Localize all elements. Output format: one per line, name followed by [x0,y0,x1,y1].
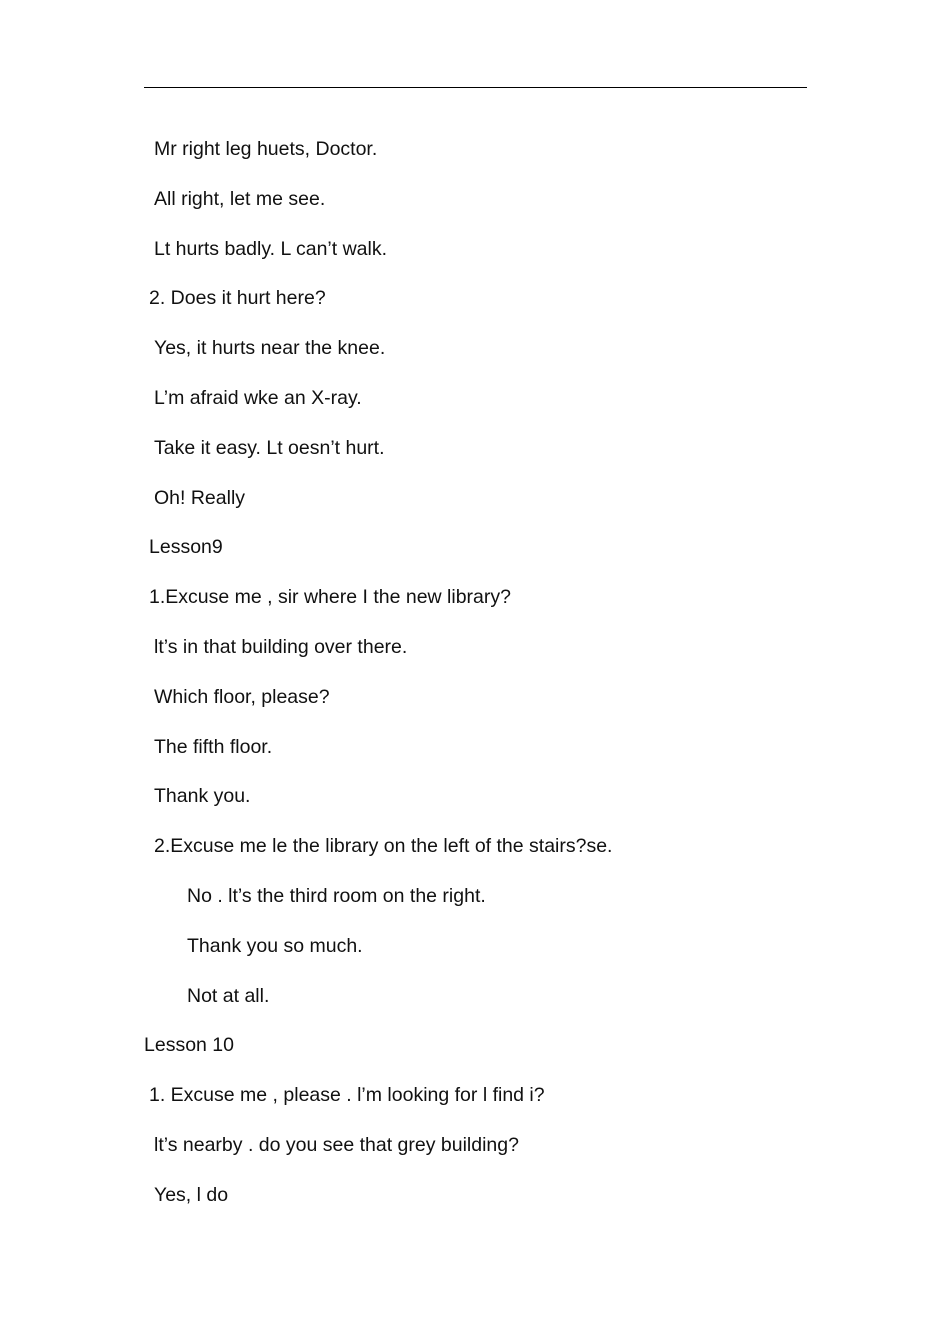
line-text: Lt hurts badly. L can’t walk. [154,237,388,260]
text-line [0,784,950,834]
text-line [0,237,950,287]
text-line [0,187,950,237]
line-text: lt’s in that building over there. [154,635,408,658]
text-line [0,336,950,386]
text-line [0,834,950,884]
text-line [0,635,950,685]
text-line [0,436,950,486]
line-text: Mr right leg huets, Doctor. [154,138,378,160]
line-text: lt’s nearby . do you see that grey building? [154,1133,519,1156]
text-line [0,984,950,1034]
line-text: Take it easy. Lt oesn’t hurt. [154,436,385,459]
line-text: 1. Excuse me , please . l’m looking for l find i? [149,1084,545,1107]
lesson-heading-text: Lesson 10 [144,1034,234,1057]
line-text: All right, let me see. [154,187,326,210]
line-text: Yes, l do [154,1183,229,1206]
text-line [0,286,950,336]
text-line [0,1133,950,1183]
text-line [0,685,950,735]
lesson-heading [0,1033,950,1083]
line-text: 2.Excuse me le the library on the left of the stairs?se. [154,835,613,858]
document-body [0,137,950,1233]
line-text: Yes, it hurts near the knee. [154,337,386,360]
text-line [0,735,950,785]
line-text: Not at all. [187,984,270,1007]
text-line [0,137,950,187]
text-line [0,1183,950,1233]
line-text: Which floor, please? [154,685,330,708]
line-text: 2. Does it hurt here? [149,287,326,310]
line-text: Oh! Really [154,486,246,509]
text-line [0,884,950,934]
text-line [0,386,950,436]
header-rule [144,87,807,88]
lesson-heading [0,535,950,585]
line-text: Thank you. [154,785,251,808]
line-text: 1.Excuse me , sir where I the new library? [149,586,511,609]
line-text: L’m afraid wke an X-ray. [154,386,362,409]
line-text: Thank you so much. [187,934,363,957]
line-text: No . lt’s the third room on the right. [187,884,486,907]
lesson-heading-text: Lesson9 [149,536,223,559]
text-line [0,585,950,635]
text-line [0,934,950,984]
text-line [0,1083,950,1133]
text-line [0,486,950,536]
line-text: The fifth floor. [154,735,273,758]
